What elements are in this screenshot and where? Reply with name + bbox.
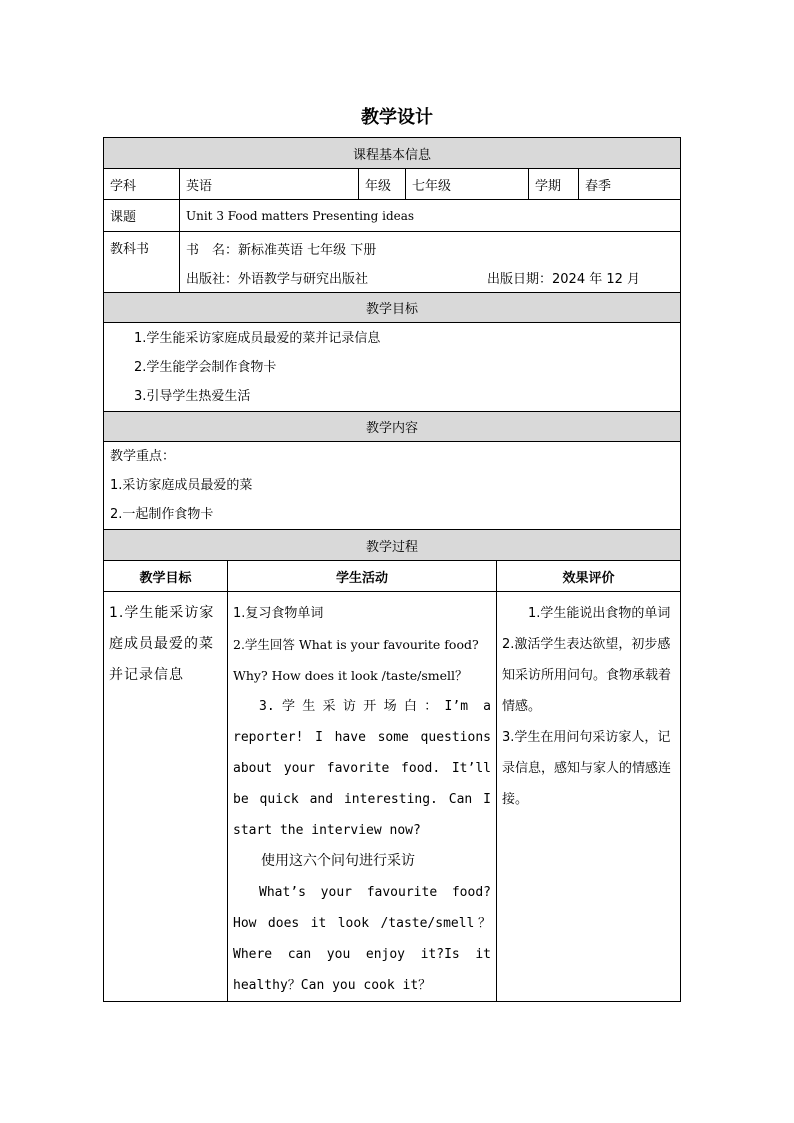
goal-item: 2.学生能学会制作食物卡 xyxy=(134,359,277,375)
section-basic-info: 课程基本信息 xyxy=(104,138,681,169)
content-focus-label: 教学重点： xyxy=(110,449,176,464)
goal-item: 3.引导学生热爱生活 xyxy=(134,388,251,404)
subject-value: 英语 xyxy=(180,169,359,200)
grade-value: 七年级 xyxy=(406,169,529,200)
content-item: 2.一起制作食物卡 xyxy=(110,507,214,522)
activity-interview-opening: 3.学生采访开场白：I’m a reporter! I have some questions about your favorite food. It’ll be quick and interesting. Can I start the interview now? xyxy=(233,699,491,838)
content-list xyxy=(104,442,681,530)
activity-question-list: What’s your favourite food?How does it look /taste/smell？Where can you enjoy it?Is it healthy？Can you cook it？ xyxy=(233,885,491,993)
publication-date: 出版日期：2024 年 12 月 xyxy=(487,272,641,287)
term-label: 学期 xyxy=(529,169,579,200)
goals-list xyxy=(104,323,681,412)
section-process: 教学过程 xyxy=(104,530,681,561)
subject-label: 学科 xyxy=(104,169,180,200)
term-value: 春季 xyxy=(579,169,681,200)
activity-answer-questions: 2.学生回答 What is your favourite food? Why? How does it look /taste/smell？ xyxy=(233,637,479,683)
course-info-table xyxy=(103,137,681,561)
evaluation-item: 1.学生能说出食物的单词 xyxy=(528,606,671,621)
grade-label: 年级 xyxy=(359,169,406,200)
evaluation-item: 3.学生在用问句采访家人，记录信息，感知与家人的情感连接。 xyxy=(502,730,672,807)
section-content: 教学内容 xyxy=(104,412,681,442)
activity-six-questions: 使用这六个问句进行采访 xyxy=(261,853,415,869)
process-goal-text: 1.学生能采访家庭成员最爱的菜并记录信息 xyxy=(109,605,215,683)
book-name: 书 名：新标准英语 七年级 下册 xyxy=(186,243,377,258)
activity-review-words: 1.复习食物单词 xyxy=(233,606,324,621)
process-header-goal: 教学目标 xyxy=(104,561,228,592)
textbook-label: 教科书 xyxy=(104,232,180,293)
publisher: 出版社：外语教学与研究出版社 xyxy=(186,272,369,287)
process-table xyxy=(103,560,681,1002)
process-header-evaluation: 效果评价 xyxy=(497,561,681,592)
topic-label: 课题 xyxy=(104,200,180,232)
goal-item: 1.学生能采访家庭成员最爱的菜并记录信息 xyxy=(134,330,381,346)
topic-value: Unit 3 Food matters Presenting ideas xyxy=(180,200,681,232)
section-goals: 教学目标 xyxy=(104,293,681,323)
evaluation-item: 2.激活学生表达欲望，初步感知采访所用问句。食物承载着情感。 xyxy=(502,637,672,714)
content-item: 1.采访家庭成员最爱的菜 xyxy=(110,478,253,493)
document-title: 教学设计 xyxy=(361,107,433,128)
process-header-activity: 学生活动 xyxy=(228,561,497,592)
